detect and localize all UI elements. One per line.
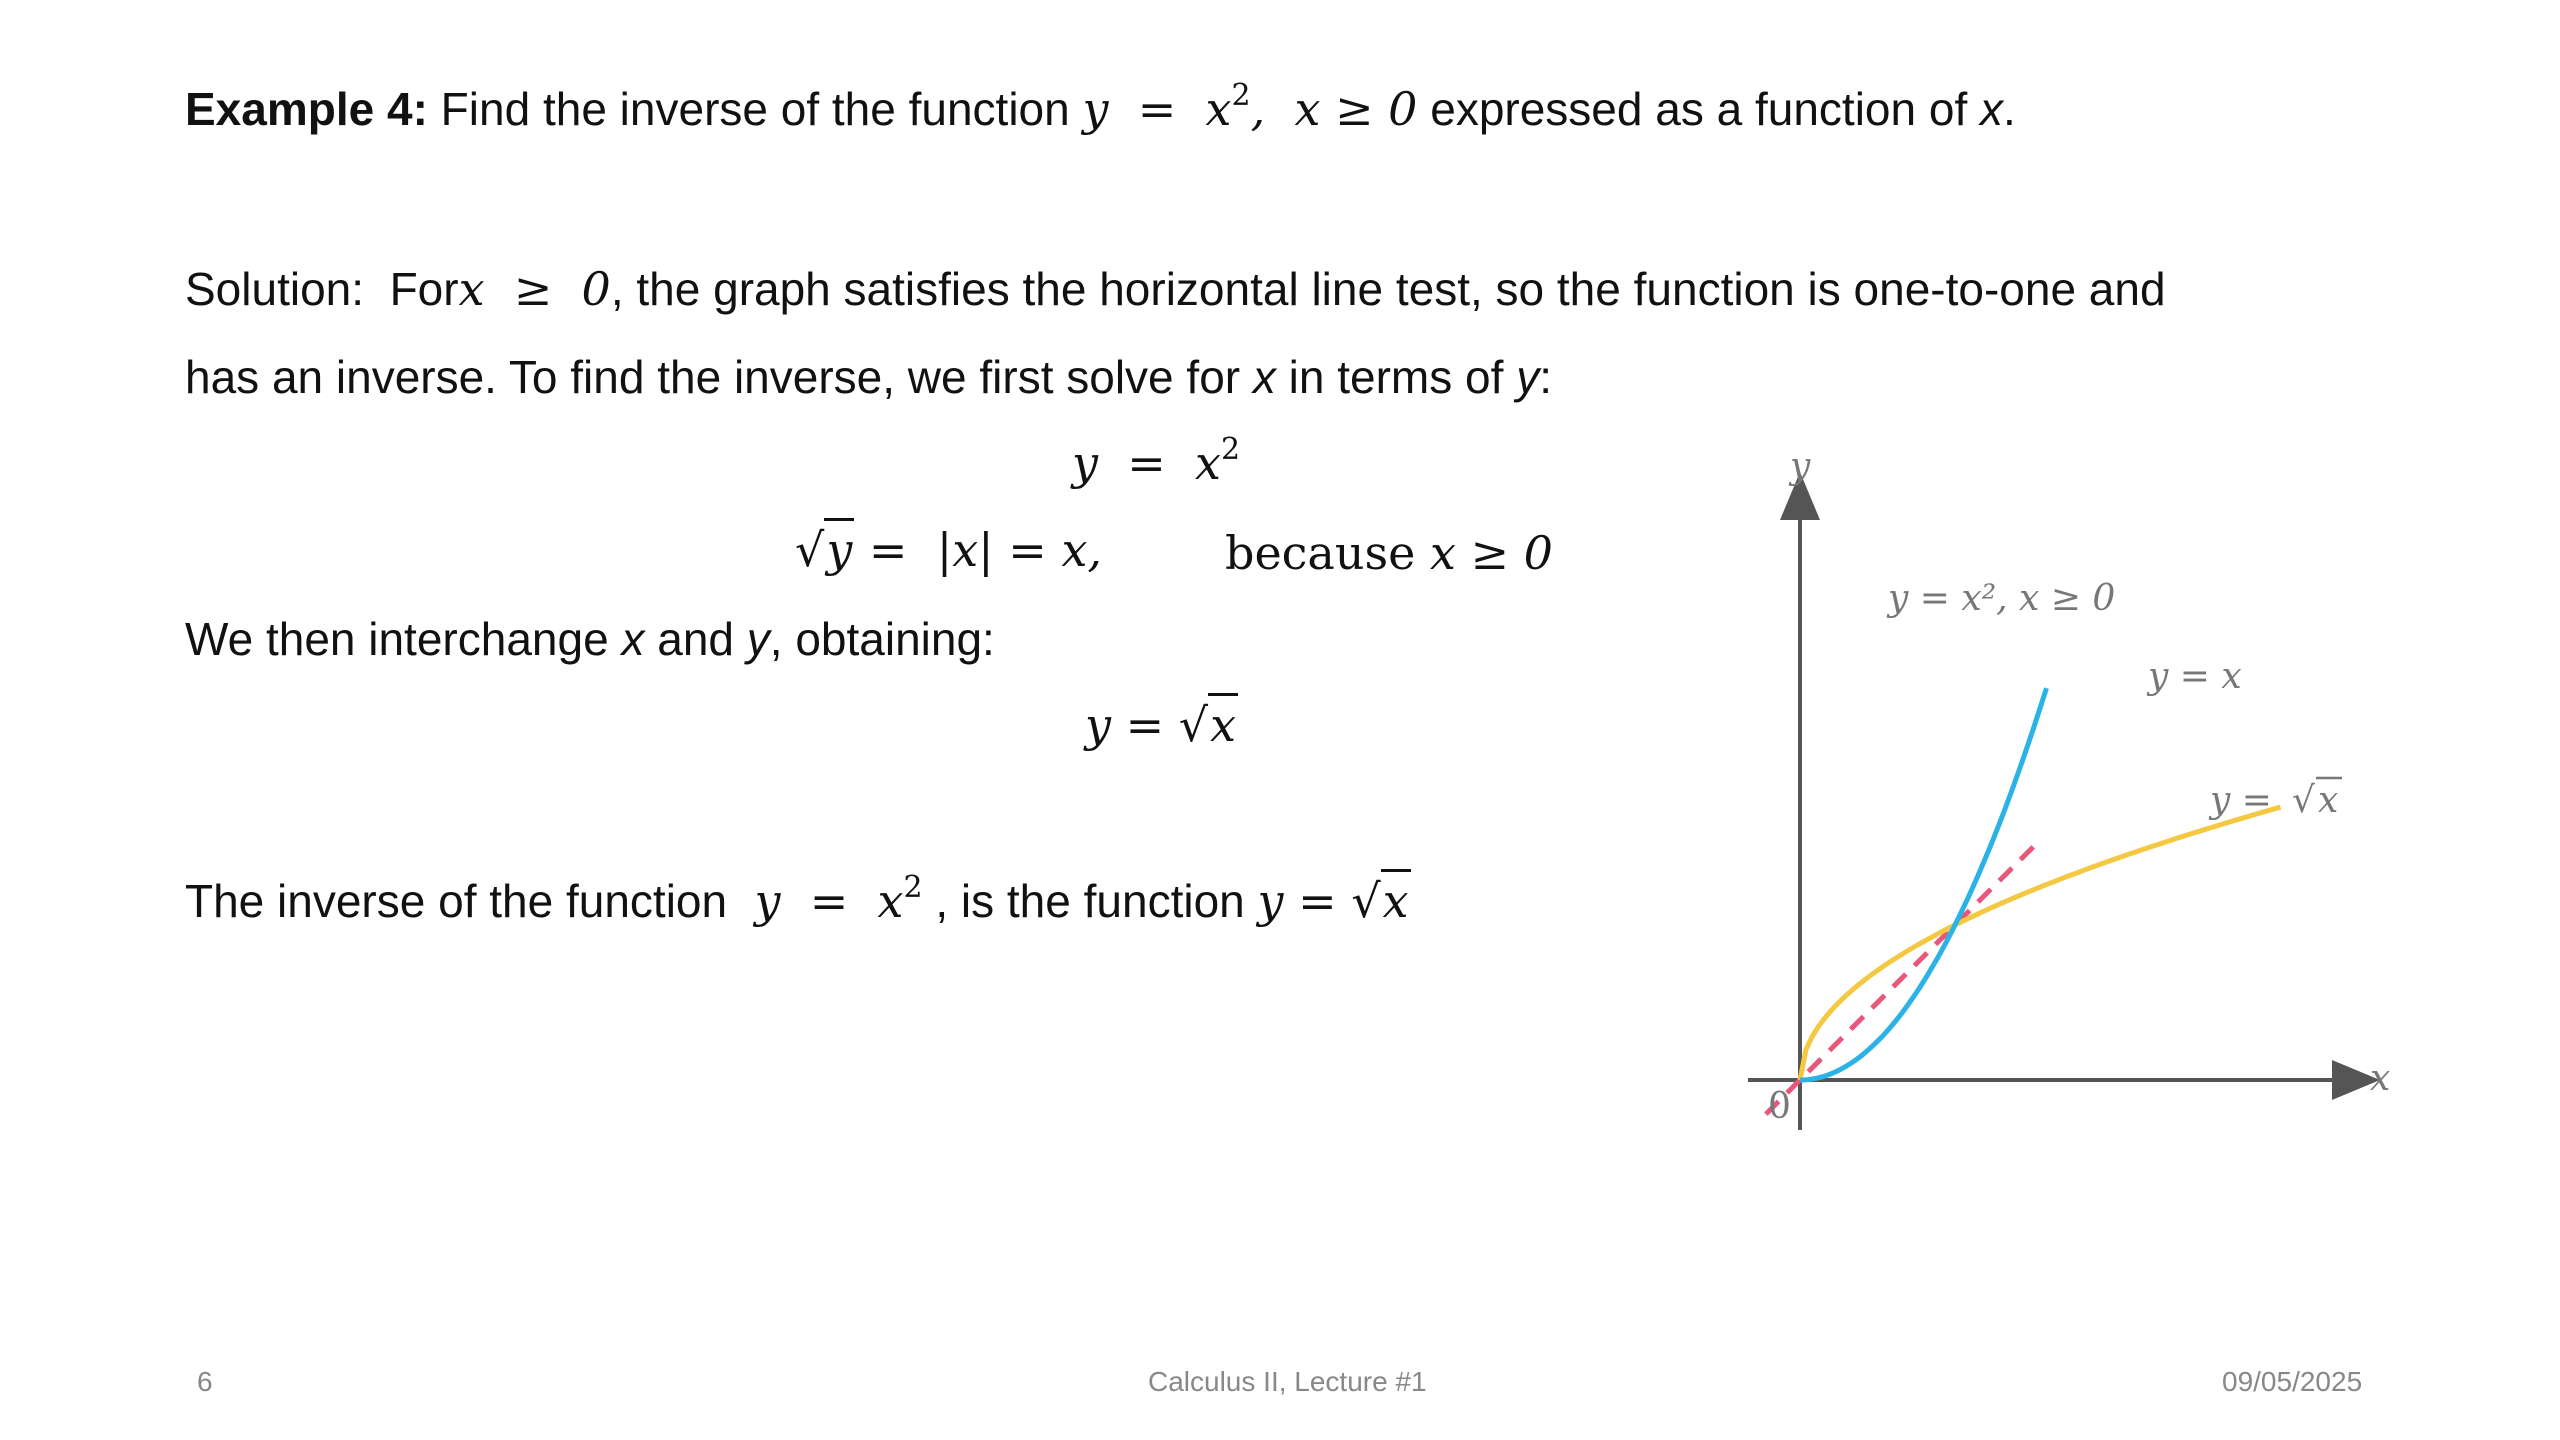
eq2-because: because [1225,526,1430,580]
curve-sqrt-label-lhs: y = [2210,780,2272,821]
curve-sqrt-label-root: x [2318,780,2339,821]
conclusion-math2-root: x [1381,869,1411,928]
interchange-start: We then interchange [185,613,622,665]
equation-3 [1085,698,1238,752]
conclusion-sqrt [1351,874,1410,928]
sqrt-radical-icon: √ [2292,780,2315,821]
equation-2 [795,523,1103,577]
eq2-cond: x ≥ 0 [1429,526,1553,580]
solution-line2-y: y [1516,351,1540,403]
interchange-end: , obtaining: [769,613,995,665]
sqrt-radical-icon: √ [1178,698,1209,752]
origin-label: 0 [1768,1086,1791,1127]
example-label: Example 4: [185,83,428,135]
eq2-rest: = |x| = x, [854,523,1103,577]
curve-sqrt-label [2208,778,2342,821]
square-curve [1800,688,2047,1080]
conclusion-math2: y = [1257,874,1352,928]
sqrt-curve [1800,807,2281,1080]
interchange-x: x [621,613,645,665]
solution-line1-math: x ≥ 0 [458,262,611,316]
eq3-sqrt [1178,698,1238,752]
axis-y-label: y [1790,446,1811,487]
footer-course: Calculus II, Lecture #1 [1148,1366,1427,1397]
example-period: . [2003,83,2016,135]
example-math-condition: , x ≥ 0 [1250,82,1418,136]
solution-line-1 [185,262,2166,316]
eq1-exp: 2 [1220,432,1241,467]
sqrt-radical-icon: √ [795,523,825,577]
conclusion-line [185,870,1411,928]
example-text-before: Find the inverse of the function [427,83,1083,135]
identity-line [1766,840,2040,1114]
eq3-root: x [1208,693,1238,752]
curve-square-label: y = x², x ≥ 0 [1888,578,2116,619]
solution-line1-start: Solution: For [185,263,459,315]
eq2-root: y [824,518,854,577]
conclusion-math1: y = x [739,874,904,928]
eq2-sqrt [795,523,854,577]
interchange-line [185,613,995,665]
eq3-lhs: y = [1085,698,1179,752]
solution-line2-start: has an inverse. To find the inverse, we first solve for [185,351,1253,403]
line-identity-label: y = x [2148,656,2242,697]
solution-line2-mid: in terms of [1275,351,1517,403]
solution-line1-end: , the graph satisfies the horizontal line test, so the function is one-to-one and [610,263,2166,315]
example-text-after: expressed as a function of [1417,83,1981,135]
interchange-y: y [746,613,770,665]
footer-date: 09/05/2025 [2222,1366,2363,1397]
equation-2-condition [1225,526,1553,580]
footer-page-number: 6 [197,1366,213,1397]
sqrt-radical-icon: √ [1351,874,1381,928]
conclusion-math1-exp: 2 [903,870,923,905]
interchange-and: and [644,613,747,665]
equation-1 [1072,432,1241,490]
conclusion-text1: The inverse of the function [185,875,740,927]
example-math-exp: 2 [1231,78,1251,113]
example-math-function: y = x [1082,82,1232,136]
example-var-x: x [1980,83,2004,135]
solution-line2-x: x [1252,351,1276,403]
inverse-graph [1720,440,2400,1140]
conclusion-text2: , is the function [922,875,1258,927]
example-heading [185,78,2016,136]
solution-line-2 [185,351,1552,403]
axis-x-label: x [2370,1058,2391,1099]
eq1-lhs: y = x [1072,436,1221,490]
solution-line2-end: : [1539,351,1552,403]
